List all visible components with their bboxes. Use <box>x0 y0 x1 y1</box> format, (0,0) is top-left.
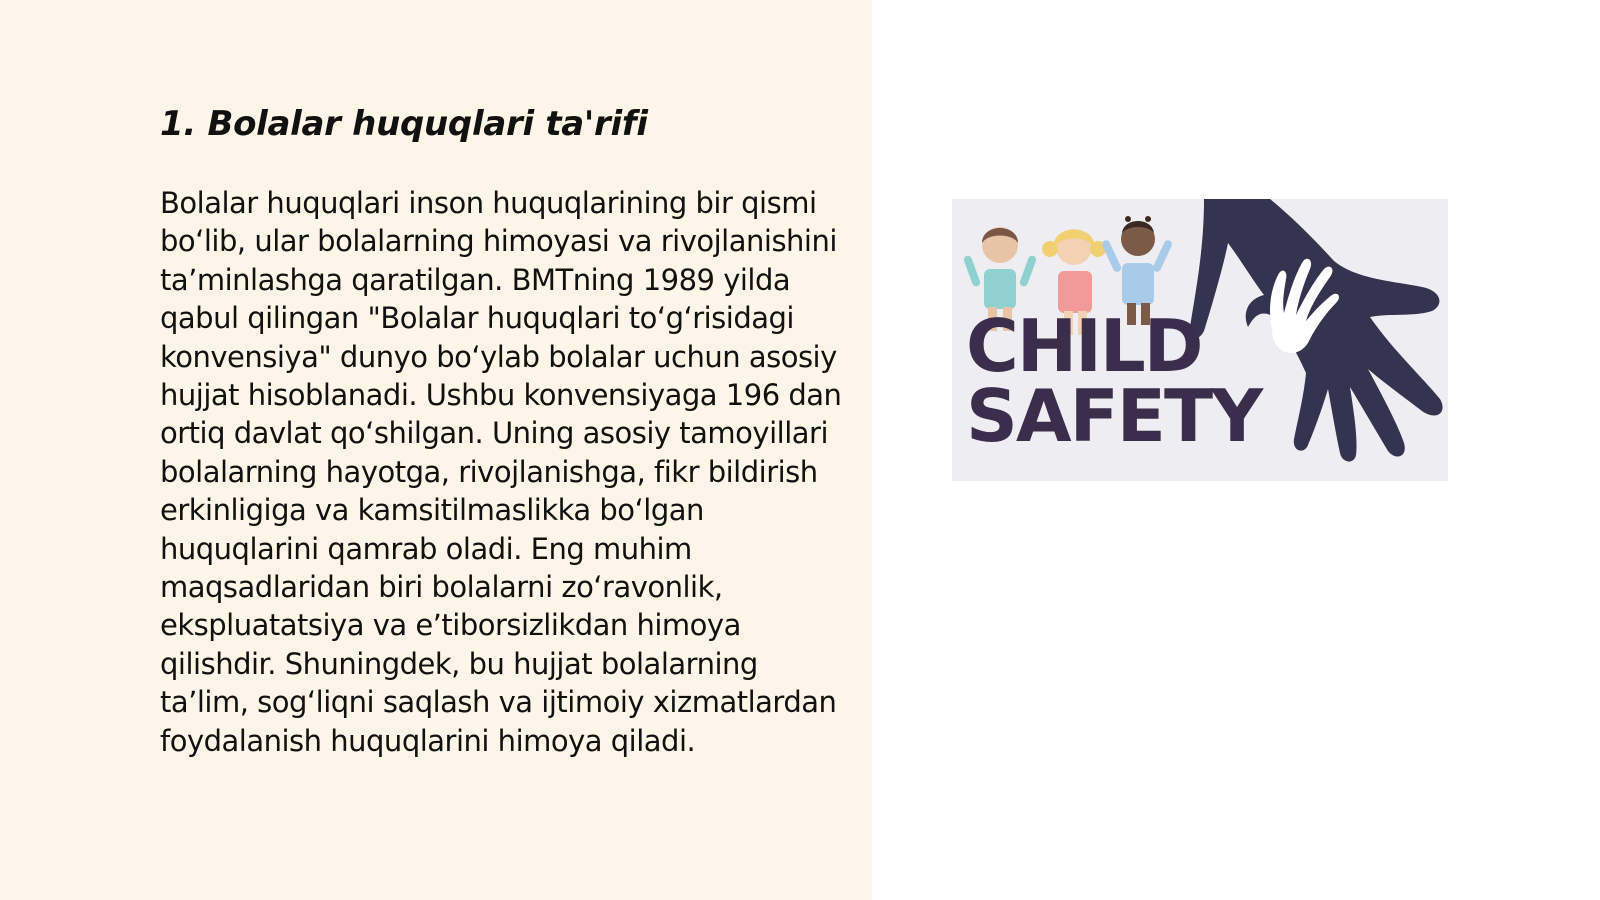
child-safety-illustration <box>952 199 1448 481</box>
slide-body-text: Bolalar huquqlari inson huquqlarining bir qismi bo‘lib, ular bolalarning himoyasi va rivojlanishini ta’minlashga qaratilgan. BMTning 1989 yilda qabul qilingan "Bolalar huquqlari to‘g‘risidagi konvensiya" dunyo bo‘ylab bolalar uchun asosiy hujjat hisoblanadi. Ushbu konvensiyaga 196 dan ortiq davlat qo‘shilgan. Uning asosiy tamoyillari bolalarning hayotga, rivojlanishga, fikr bildirish erkinligiga va kamsitilmaslikka bo‘lgan huquqlarini qamrab oladi. Eng muhim maqsadlaridan biri bolalarni zo‘ravonlik, ekspluatatsiya va e’tiborsizlikdan himoya qilishdir. Shuningdek, bu hujjat bolalarning ta’lim, sog‘liqni saqlash va ijtimoiy xizmatlardan foydalanish huquqlarini himoya qiladi. <box>160 186 842 758</box>
slide-heading: 1. Bolalar huquqlari ta'rifi <box>160 104 648 144</box>
child-safety-image <box>952 199 1448 481</box>
logo-text-safety: SAFETY <box>966 374 1262 458</box>
logo-text-child: CHILD <box>966 304 1202 388</box>
